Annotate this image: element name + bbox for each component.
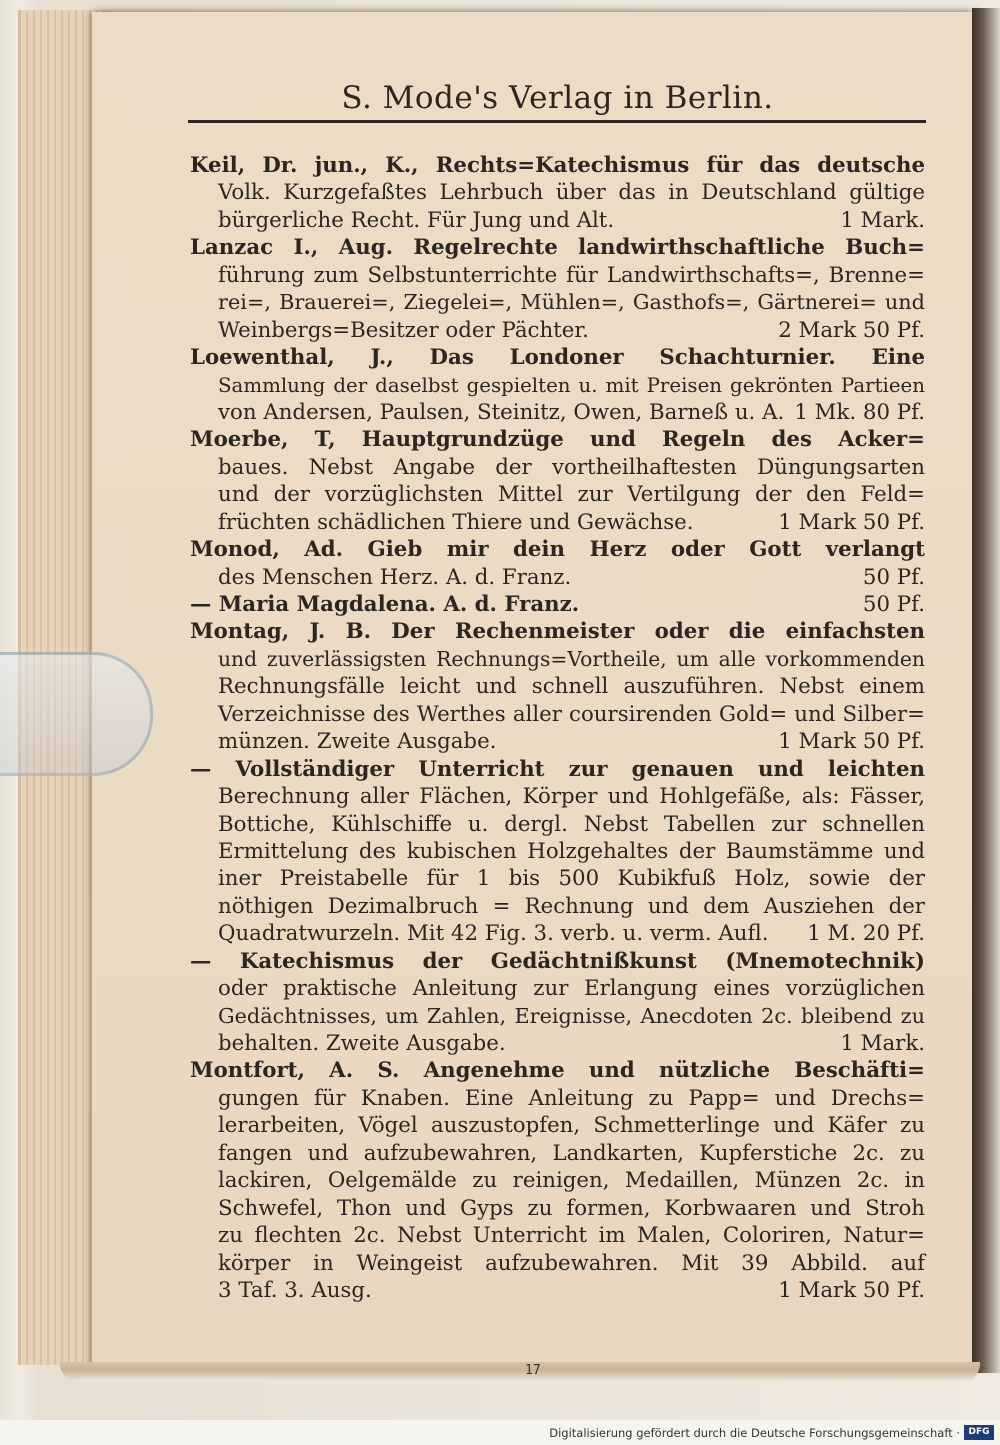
- text-line: [190, 481, 925, 508]
- text-line: [190, 1195, 925, 1222]
- text-line: [190, 893, 925, 920]
- text-line: [190, 728, 925, 755]
- line-text: Bottiche, Kühlschiffe u. dergl. Nebst Tabellen zur schnellen: [218, 811, 925, 837]
- price: 1 Mark.: [840, 207, 925, 233]
- text-line: [190, 920, 925, 947]
- price: 50 Pf.: [862, 564, 925, 590]
- line-text: Ermittelung des kubischen Holzgehaltes der Baumstämme und: [218, 838, 925, 864]
- text-line: [190, 783, 925, 810]
- line-text: von Andersen, Paulsen, Steinitz, Owen, Barneß u. A.: [218, 399, 785, 425]
- line-text: Sammlung der daselbst gespielten u. mit Preisen gekrönten Partieen: [218, 373, 925, 397]
- text-line: [190, 426, 925, 453]
- text-line: [190, 1222, 925, 1249]
- text-line: [190, 234, 925, 261]
- line-text: zu flechten 2c. Nebst Unterricht im Malen, Coloriren, Natur=: [218, 1223, 925, 1249]
- text-line: [190, 591, 925, 618]
- line-text: Loewenthal, J., Das Londoner Schachturnier. Eine: [190, 345, 925, 371]
- price: 1 Mark 50 Pf.: [778, 1277, 925, 1303]
- text-line: [190, 1030, 925, 1057]
- line-text: führung zum Selbstunterrichte für Landwirthschafts=, Brenne=: [218, 262, 925, 288]
- line-text: Berechnung aller Flächen, Körper und Hohlgefäße, als: Fässer,: [218, 784, 925, 810]
- footer-bar: [0, 1422, 1000, 1445]
- line-text: münzen. Zweite Ausgabe.: [218, 729, 497, 755]
- text-line: [190, 262, 925, 289]
- text-line: [190, 701, 925, 728]
- text-line: [190, 673, 925, 700]
- line-text: behalten. Zweite Ausgabe.: [218, 1031, 506, 1056]
- text-line: [190, 1140, 925, 1167]
- line-text: Rechnungsfälle leicht und schnell auszuführen. Nebst einem: [218, 674, 925, 700]
- text-line: [190, 1003, 925, 1030]
- line-text: früchten schädlichen Thiere und Gewächse.: [218, 509, 694, 535]
- dfg-logo: DFG: [964, 1425, 994, 1440]
- price: 1 Mk. 80 Pf.: [794, 399, 925, 425]
- line-text: Montag, J. B. Der Rechenmeister oder die einfachsten: [190, 619, 925, 645]
- header-rule: [188, 120, 926, 123]
- text-line: [190, 865, 925, 892]
- text-line: [190, 811, 925, 838]
- text-line: [190, 372, 925, 399]
- price: 50 Pf.: [862, 592, 925, 617]
- price: 1 Mark 50 Pf.: [778, 729, 925, 755]
- line-text: oder praktische Anleitung zur Erlangung eines vorzüglichen: [218, 976, 925, 1002]
- line-text: bürgerliche Recht. Für Jung und Alt.: [218, 207, 615, 233]
- page-number: 17: [525, 1363, 541, 1378]
- line-text: gungen für Knaben. Eine Anleitung zu Papp= und Drechs=: [218, 1085, 925, 1111]
- line-text: Gedächtnisses, um Zahlen, Ereignisse, Anecdoten 2c. bleibend zu: [218, 1003, 925, 1028]
- line-text: — Maria Magdalena. A. d. Franz.: [190, 592, 580, 617]
- text-line: [190, 399, 925, 426]
- text-line: [190, 756, 925, 783]
- text-line: [190, 618, 925, 645]
- text-line: [190, 289, 925, 316]
- line-text: lackiren, Oelgemälde zu reinigen, Medaillen, Münzen 2c. in: [218, 1168, 925, 1194]
- line-text: Verzeichnisse des Werthes aller coursirenden Gold= und Silber=: [218, 701, 925, 727]
- text-line: [190, 948, 925, 975]
- text-line: [190, 1112, 925, 1139]
- text-line: [190, 975, 925, 1002]
- line-text: des Menschen Herz. A. d. Franz.: [218, 564, 572, 590]
- binding-shadow: [972, 8, 1000, 1373]
- text-line: [190, 564, 925, 591]
- text-line: [190, 454, 925, 481]
- line-text: nöthigen Dezimalbruch = Rechnung und dem Ausziehen der: [218, 893, 925, 919]
- line-text: — Katechismus der Gedächtnißkunst (Mnemotechnik): [190, 948, 925, 974]
- line-text: Weinbergs=Besitzer oder Pächter.: [218, 317, 589, 343]
- line-text: körper in Weingeist aufzubewahren. Mit 39 Abbild. auf: [218, 1250, 925, 1276]
- text-line: [190, 207, 925, 234]
- text-line: [190, 838, 925, 865]
- catalog-entries: [190, 152, 925, 1304]
- line-text: rei=, Brauerei=, Ziegelei=, Mühlen=, Gasthofs=, Gärtnerei= und: [218, 290, 925, 315]
- line-text: Keil, Dr. jun., K., Rechts=Katechismus für das deutsche: [190, 153, 925, 178]
- line-text: Schwefel, Thon und Gyps zu formen, Korbwaaren und Stroh: [218, 1195, 925, 1221]
- line-text: baues. Nebst Angabe der vortheilhaftesten Düngungsarten: [218, 454, 925, 480]
- text-line: [190, 536, 925, 563]
- funding-notice: Digitalisierung gefördert durch die Deutsche Forschungsgemeinschaft ·: [549, 1426, 960, 1440]
- line-text: Moerbe, T, Hauptgrundzüge und Regeln des Acker=: [190, 427, 925, 453]
- page-clip: [0, 652, 153, 776]
- text-line: [190, 1277, 925, 1304]
- line-text: fangen und aufzubewahren, Landkarten, Kupferstiche 2c. zu: [218, 1140, 925, 1166]
- text-line: [190, 1250, 925, 1277]
- text-line: [190, 152, 925, 179]
- text-line: [190, 1057, 925, 1084]
- line-text: und zuverlässigsten Rechnungs=Vortheile, um alle vorkommenden: [218, 646, 925, 671]
- price: 1 Mark 50 Pf.: [778, 509, 925, 535]
- line-text: und der vorzüglichsten Mittel zur Vertilgung der den Feld=: [218, 482, 925, 508]
- line-text: lerarbeiten, Vögel auszustopfen, Schmetterlinge und Käfer zu: [218, 1113, 925, 1139]
- text-line: [190, 646, 925, 673]
- text-line: [190, 317, 925, 344]
- running-header: S. Mode's Verlag in Berlin.: [341, 80, 774, 116]
- price: 2 Mark 50 Pf.: [778, 317, 925, 343]
- line-text: Lanzac I., Aug. Regelrechte landwirthschaftliche Buch=: [190, 235, 925, 261]
- line-text: — Vollständiger Unterricht zur genauen und leichten: [190, 756, 925, 782]
- text-line: [190, 1167, 925, 1194]
- line-text: Volk. Kurzgefaßtes Lehrbuch über das in Deutschland gültige: [218, 180, 925, 206]
- line-text: Montfort, A. S. Angenehme und nützliche Beschäfti=: [190, 1058, 925, 1084]
- line-text: Quadratwurzeln. Mit 42 Fig. 3. verb. u. verm. Aufl.: [218, 921, 769, 947]
- text-line: [190, 1085, 925, 1112]
- text-line: [190, 179, 925, 206]
- line-text: Monod, Ad. Gieb mir dein Herz oder Gott verlangt: [190, 537, 925, 563]
- line-text: iner Preistabelle für 1 bis 500 Kubikfuß Holz, sowie der: [218, 866, 925, 892]
- price: 1 M. 20 Pf.: [807, 921, 925, 947]
- text-line: [190, 344, 925, 371]
- price: 1 Mark.: [840, 1031, 925, 1056]
- text-line: [190, 509, 925, 536]
- page-bottom-edge: [60, 1362, 980, 1382]
- line-text: 3 Taf. 3. Ausg.: [218, 1277, 372, 1303]
